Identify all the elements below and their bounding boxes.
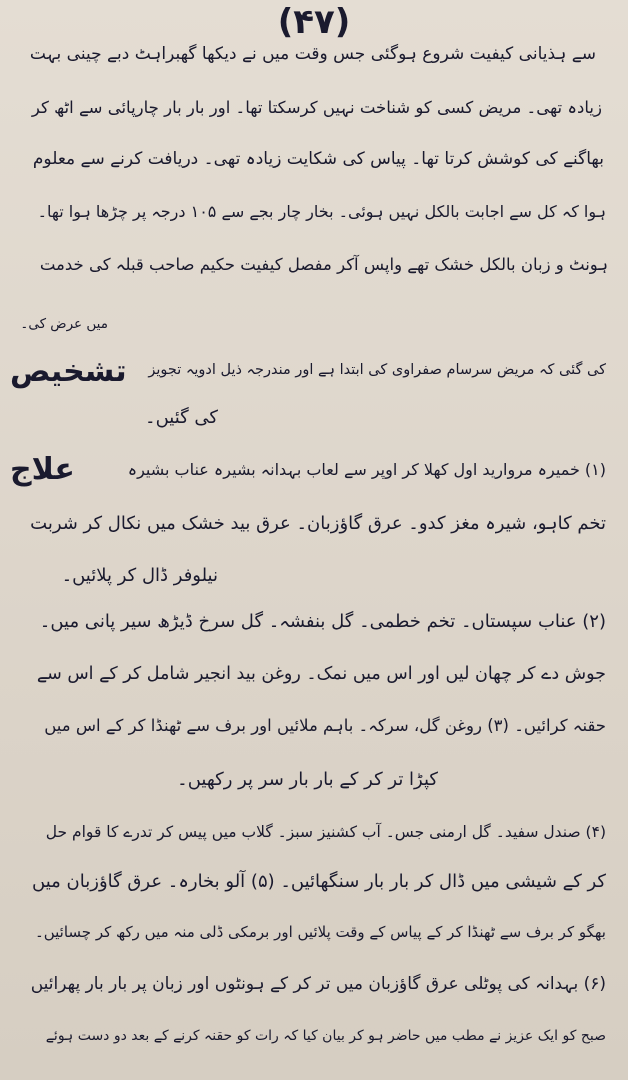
diagnosis-line-1: کی گئی کہ مریض سرسام صفراوی کی ابتدا ہے اور مندرجہ ذیل ادویہ تجویز [148,362,606,378]
treatment-line-3: نیلوفر ڈال کر پلائیں۔ [61,565,218,586]
treatment-heading: علاج [10,452,75,487]
treatment-line-10: بھگو کر برف سے ٹھنڈا کر کے پیاس کے وقت پلائیں اور برمکی ڈلی منہ میں رکھ کر چسائیں۔ [34,923,606,941]
treatment-line-5: جوش دے کر چھان لیں اور اس میں نمک۔ روغن بید انجیر شامل کر کے اس سے [36,664,606,684]
treatment-line-12: صبح کو ایک عزیز نے مطب میں حاضر ہو کر بیان کیا کہ رات کو حقنہ کرنے کے بعد دو دست ہوئے [45,1028,606,1044]
treatment-line-11: (۶) بہدانہ کی پوٹلی عرق گاؤزبان میں تر کر کے ہونٹوں اور زبان پر بار بار پھرائیں [30,974,606,994]
page-number: (۴۷) [277,2,351,42]
treatment-line-2: تخم کاہو، شیرہ مغز کدو۔ عرق گاؤزبان۔ عرق بید خشک میں نکال کر شربت [30,513,606,534]
paragraph-line-1: سے ہذیانی کیفیت شروع ہوگئی جس وقت میں نے دیکھا گھبراہٹ دبے چینی بہت [30,44,596,64]
paragraph-line-3: بھاگنے کی کوشش کرتا تھا۔ پیاس کی شکایت زیادہ تھی۔ دریافت کرنے سے معلوم [32,149,604,169]
treatment-line-1: (۱) خمیرہ مروارید اول کھلا کر اوپر سے لعاب بہدانہ بشیرہ عناب بشیرہ [127,460,606,479]
diagnosis-heading: تشخیص [10,354,127,389]
diagnosis-line-2: کی گئیں۔ [145,407,218,428]
paragraph-line-5: ہونٹ و زبان بالکل خشک تھے واپس آکر مفصل کیفیت حکیم صاحب قبلہ کی خدمت [39,255,608,274]
treatment-line-6: حقنہ کرائیں۔ (۳) روغن گل، سرکہ۔ باہم ملائیں اور برف سے ٹھنڈا کر کے اس میں [44,716,606,735]
paragraph-line-2: زیادہ تھی۔ مریض کسی کو شناخت نہیں کرسکتا تھا۔ اور بار بار چارپائی سے اٹھ کر [31,98,602,117]
paragraph-line-6: میں عرض کی۔ [20,316,108,332]
treatment-line-4: (۲) عناب سپستاں۔ تخم خطمی۔ گل بنفشہ۔ گل سرخ ڈیڑھ سیر پانی میں۔ [39,611,606,632]
treatment-line-8: (۴) صندل سفید۔ گل ارمنی جس۔ آب کشنیز سبز۔ گلاب میں پیس کر تدرے کا قوام حل [45,823,606,841]
treatment-line-7: کپڑا تر کر کے بار بار سر پر رکھیں۔ [177,769,438,790]
treatment-line-9: کر کے شیشی میں ڈال کر بار بار سنگھائیں۔ (۵) آلو بخارہ۔ عرق گاؤزبان میں [32,871,606,892]
paragraph-line-4: ہوا کہ کل سے اجابت بالکل نہیں ہوئی۔ بخار چار بجے سے ۱۰۵ درجہ پر چڑھا ہوا تھا۔ [37,202,606,221]
